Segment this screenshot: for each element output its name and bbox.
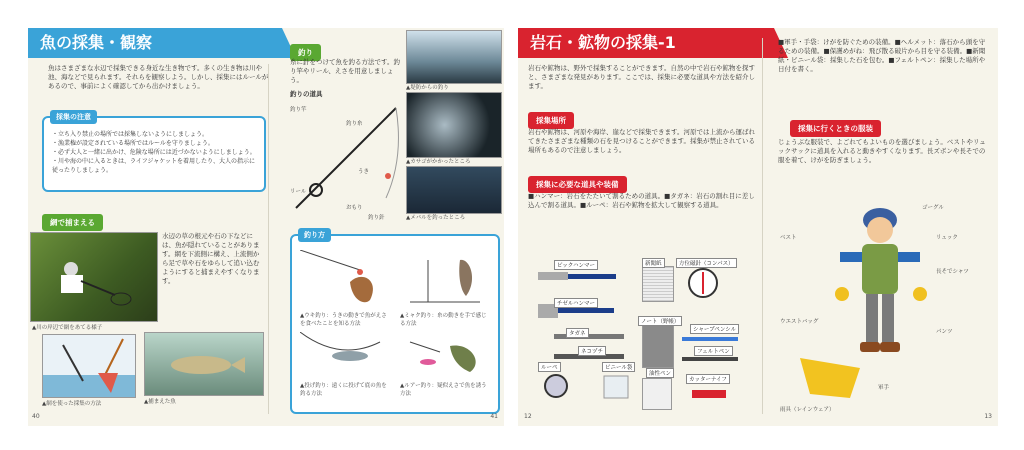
- gutter-divider: [762, 38, 763, 414]
- loupe-icon: [542, 372, 572, 400]
- net-section-title: 網で捕まえる: [42, 214, 103, 231]
- lure-fishing-icon: [400, 332, 490, 380]
- place-text: 岩石や鉱物は、河原や海岸、崖などで採集できます。河原では上流から運ばれてきたさまざまな種類の石を見つけることができます。採集が禁止されている場所もあるので注意しましょう。: [528, 128, 755, 154]
- gutter-divider: [268, 64, 269, 414]
- net-photo-caption: ▲川の岸辺で網をあてる様子: [32, 325, 103, 331]
- clothing-label: ベスト: [780, 235, 797, 241]
- tool-label: 方位磁針（コンパス）: [676, 258, 737, 268]
- pier-photo: [406, 30, 502, 84]
- float-fishing-icon: [300, 250, 390, 308]
- marker-icon: [642, 378, 672, 410]
- note-item: ・立ち入り禁止の場所では採集しないようにしましょう。: [52, 131, 209, 138]
- tool-label: タガネ: [566, 328, 589, 338]
- catch-photo-caption: ▲メバルを釣ったところ: [406, 215, 466, 221]
- net-illustration-icon: [43, 335, 135, 397]
- fish-title: 魚の採集・観察: [28, 28, 282, 58]
- notebook-icon: [642, 324, 674, 368]
- tool-label: 釣り糸: [346, 121, 363, 127]
- compass-icon: [686, 266, 720, 300]
- splash-photo-caption: ▲カサゴがかかったところ: [406, 159, 471, 165]
- fish-icon: [145, 333, 263, 395]
- pencil-icon: [682, 334, 742, 344]
- tool-label: カッターナイフ: [686, 374, 730, 384]
- tool-label: リール: [290, 189, 307, 195]
- clothing-label: 軍手: [878, 385, 890, 391]
- page-number: 13: [984, 413, 992, 420]
- fish-intro: 魚はさまざまな水辺で採集できる身近な生き物です。多くの生き物は川や池、海などで見られます。それらを観察しよう。しかし、採集にはルールがあるので、事前によく確認してから出かけましょう。: [48, 64, 269, 90]
- notes-box-title: 採集の注意: [50, 110, 97, 124]
- place-section-title: 採集場所: [528, 112, 574, 129]
- equipment-text: ■軍手・手袋：けがを防ぐための装備。■ヘルメット：落石から頭を守るための装備。■保護めがね：飛び散る破片から目を守る装備。■新聞紙・ビニール袋：採集した石を包む。■フェルトペン：採集した場所や日付を書く。: [778, 38, 986, 73]
- tool-label: ビニール袋: [602, 362, 635, 372]
- person-with-net-icon: [31, 233, 157, 321]
- river-photo: [30, 232, 158, 322]
- tool-label: 釣り針: [368, 215, 385, 221]
- fish-photo-caption: ▲捕まえた魚: [144, 399, 176, 405]
- sinker-fishing-icon: [400, 250, 490, 308]
- clothing-label: リュック: [936, 235, 958, 241]
- clothing-label: 長そでシャツ: [936, 269, 969, 275]
- knife-icon: [688, 384, 732, 404]
- fishing-tools-subtitle: 釣りの道具: [290, 90, 323, 98]
- fishing-title: 釣り: [290, 44, 321, 61]
- fish-photo: [144, 332, 264, 396]
- clothing-label: パンツ: [936, 329, 953, 335]
- rock-title: 岩石・鉱物の採集-1: [518, 28, 774, 58]
- tool-label: 釣り竿: [290, 107, 307, 113]
- right-spread: [518, 28, 998, 426]
- tool-label: シャープペンシル: [690, 324, 739, 334]
- tool-label: チゼルハンマー: [554, 298, 598, 308]
- note-item: ・川や海の中に入るときは、ライフジャケットを着用したり、大人の指示に従ったりしましょう。: [52, 158, 255, 174]
- clothing-section-title: 採集に行くときの服装: [790, 120, 881, 137]
- casting-fishing-icon: [300, 332, 390, 380]
- note-item: ・漁業権が設定されている場所ではルールを守りましょう。: [52, 140, 214, 147]
- tool-label: うき: [358, 169, 370, 175]
- howto-caption: ▲投げ釣り：遠くに投げて底の魚を釣る方法: [300, 383, 387, 397]
- tools-section-title: 採集に必要な道具や装備: [528, 176, 627, 193]
- howto-caption: ▲ミャク釣り：糸の動きを手で感じる方法: [400, 313, 487, 327]
- howto-box: [290, 231, 500, 414]
- clothing-label: ウエストバッグ: [780, 319, 819, 325]
- page-number: 12: [524, 413, 532, 420]
- tool-label: ノート（野帳）: [638, 316, 682, 326]
- catch-photo: [406, 166, 502, 214]
- clothing-text: じょうぶな服装で、よごれてもよいものを選びましょう。ベストやリュックサックに道具を入れると動きやすくなります。長ズボンや長そでの服を着て、けがを防ぎましょう。: [778, 138, 986, 164]
- note-item: ・必ず大人と一緒に出かけ、危険な場所には近づかないようにしましょう。: [52, 149, 256, 156]
- tool-label: ルーペ: [538, 362, 561, 372]
- page-number: 40: [32, 413, 40, 420]
- hiker-illustration: [830, 198, 930, 368]
- net-drawing-caption: ▲網を使った採集の方法: [42, 401, 102, 407]
- tool-label: ネコヅチ: [578, 346, 606, 356]
- tool-label: フェルトペン: [694, 346, 733, 356]
- left-spread: [28, 28, 504, 426]
- tool-label: 油性ペン: [646, 368, 674, 378]
- tool-label: ピックハンマー: [554, 260, 598, 270]
- pier-photo-caption: ▲堤防からの釣り: [406, 85, 449, 91]
- fishing-rod-diagram: [286, 98, 406, 218]
- clothing-label: ゴーグル: [922, 205, 944, 211]
- howto-caption: ▲ウキ釣り：うきの動きで魚がえさを食べたことを知る方法: [300, 313, 387, 327]
- plastic-bag-icon: [600, 372, 634, 402]
- splash-photo: [406, 92, 502, 158]
- tool-label: おもり: [346, 205, 363, 211]
- notes-list: [52, 130, 258, 175]
- tool-label: 新聞紙: [642, 258, 665, 268]
- rock-intro: 岩石や鉱物は、野外で採集することができます。自然の中で岩石や鉱物を探すと、さまざまな発見があります。ここでは、採集に必要な道具や方法を紹介します。: [528, 64, 755, 90]
- net-text: 水辺の草の根元や石の下などには、魚が隠れていることがあります。網を下流側に構え、上流側から足で草や石をゆらして追い込むようにすると捕まえやすくなります。: [162, 232, 260, 285]
- raincoat-icon: [790, 348, 870, 404]
- page-number: 41: [490, 413, 498, 420]
- howto-caption: ▲ルアー釣り：疑似えさで魚を誘う方法: [400, 383, 487, 397]
- raincoat-caption: 雨具（レインウェア）: [780, 407, 835, 413]
- notes-box: [42, 113, 266, 192]
- newspaper-icon: [642, 266, 674, 302]
- fishing-text: 糸に針をつけて魚を釣る方法です。釣り竿やリール、えさを用意しましょう。: [290, 58, 400, 84]
- tools-text: ■ハンマー：岩石をたたいて割るための道具。■タガネ：岩石の割れ目に差し込んで割る道具。■ルーペ：岩石や鉱物を拡大して観察する道具。: [528, 192, 755, 209]
- net-drawing: [42, 334, 136, 398]
- howto-title: 釣り方: [298, 228, 331, 242]
